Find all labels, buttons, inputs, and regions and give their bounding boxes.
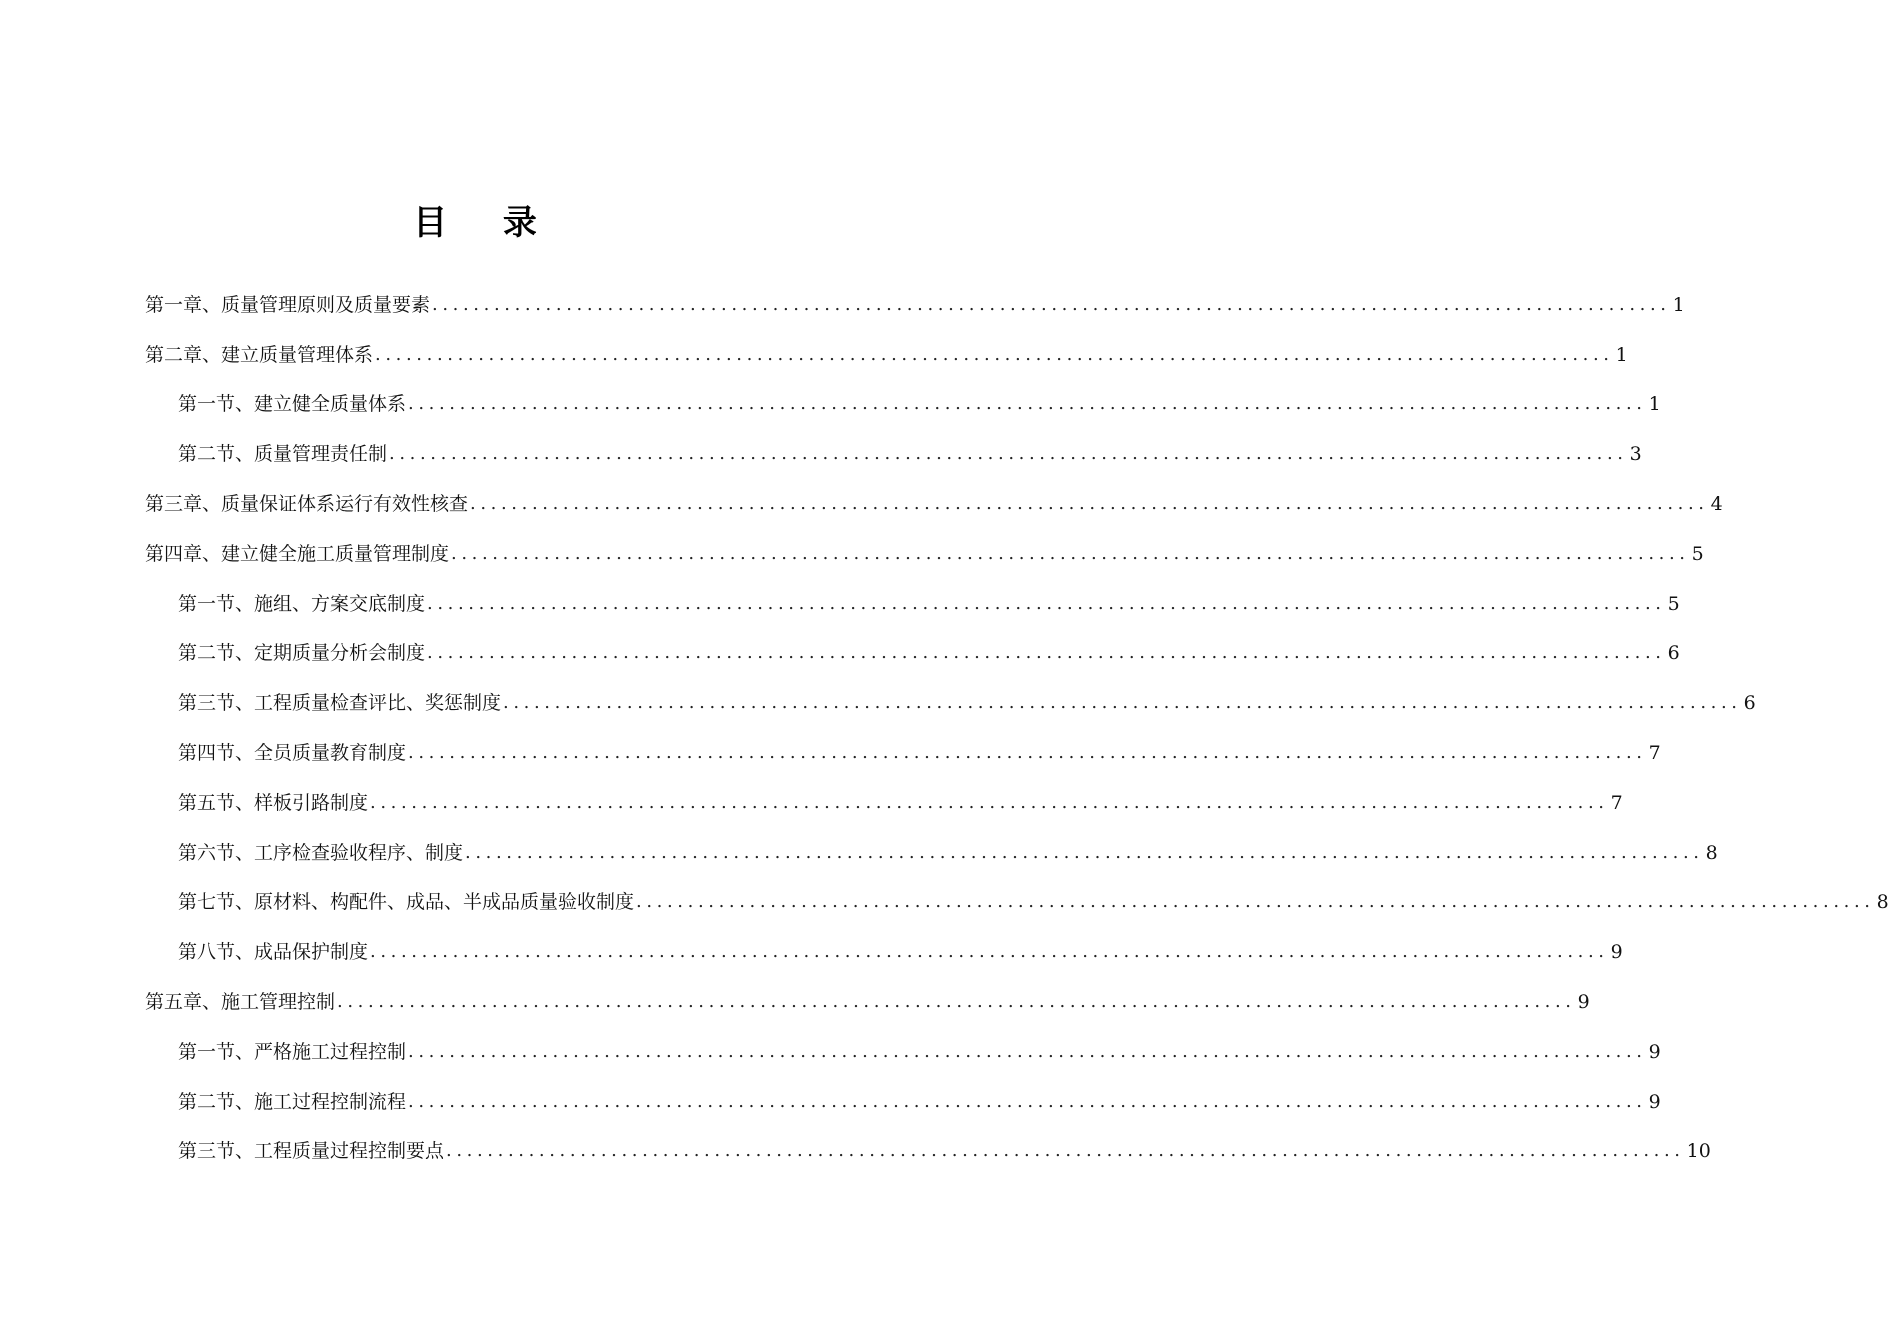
toc-title: 目 录 xyxy=(413,203,559,243)
toc-entry-section-5-3[interactable] xyxy=(0,1127,1711,1177)
toc-entry-text: 第三节、工程质量过程控制要点 xyxy=(178,1140,445,1163)
toc-dot-leader: ........................................................................................................................ xyxy=(337,991,1576,1013)
toc-entry-text: 第八节、成品保护制度 xyxy=(178,941,369,964)
toc-page-number: 3 xyxy=(1629,443,1642,466)
toc-entry-chapter-1[interactable] xyxy=(0,280,1685,330)
toc-entry-section-4-5[interactable] xyxy=(0,778,1623,828)
toc-entry-text: 第三节、工程质量检查评比、奖惩制度 xyxy=(178,692,502,715)
toc-page-number: 1 xyxy=(1648,393,1661,416)
toc-entry-text: 第四节、全员质量教育制度 xyxy=(178,742,407,765)
toc-entry-section-4-4[interactable] xyxy=(0,728,1661,778)
toc-page-number: 1 xyxy=(1615,343,1628,366)
toc-page-number: 8 xyxy=(1876,891,1889,914)
toc-dot-leader: ........................................................................................................................ xyxy=(389,443,1628,465)
toc-dot-leader: ........................................................................................................................ xyxy=(465,841,1704,863)
toc-entry-text: 第四章、建立健全施工质量管理制度 xyxy=(145,542,450,565)
toc-entry-chapter-3[interactable] xyxy=(0,479,1723,529)
toc-entry-text: 第五章、施工管理控制 xyxy=(145,991,336,1014)
toc-dot-leader: ........................................................................................................................ xyxy=(408,1040,1647,1062)
toc-page-number: 1 xyxy=(1672,293,1685,316)
toc-page-number: 9 xyxy=(1610,941,1623,964)
toc-page-number: 9 xyxy=(1577,991,1590,1014)
toc-page-number: 4 xyxy=(1710,493,1723,516)
toc-entry-text: 第一节、严格施工过程控制 xyxy=(178,1040,407,1063)
toc-entry-section-4-6[interactable] xyxy=(0,828,1718,878)
toc-entry-text: 第三章、质量保证体系运行有效性核查 xyxy=(145,493,469,516)
toc-entry-section-4-1[interactable] xyxy=(0,579,1680,629)
toc-page-number: 9 xyxy=(1648,1040,1661,1063)
toc-entry-section-2-1[interactable] xyxy=(0,380,1661,430)
toc-entry-section-4-3[interactable] xyxy=(0,678,1756,728)
toc-page-number: 5 xyxy=(1667,592,1680,615)
toc-list xyxy=(0,280,1889,1176)
toc-entry-text: 第二节、定期质量分析会制度 xyxy=(178,642,426,665)
toc-entry-section-5-1[interactable] xyxy=(0,1027,1661,1077)
toc-dot-leader: ........................................................................................................................ xyxy=(503,692,1742,714)
toc-dot-leader: ........................................................................................................................ xyxy=(375,343,1614,365)
toc-entry-section-4-8[interactable] xyxy=(0,927,1623,977)
toc-entry-text: 第五节、样板引路制度 xyxy=(178,791,369,814)
toc-entry-section-5-2[interactable] xyxy=(0,1077,1661,1127)
toc-dot-leader: ........................................................................................................................ xyxy=(446,1140,1685,1162)
toc-dot-leader: ........................................................................................................................ xyxy=(408,393,1647,415)
toc-entry-text: 第二节、质量管理责任制 xyxy=(178,443,388,466)
toc-entry-section-4-7[interactable] xyxy=(0,878,1889,928)
toc-page-number: 6 xyxy=(1667,642,1680,665)
toc-entry-text: 第一节、施组、方案交底制度 xyxy=(178,592,426,615)
toc-entry-chapter-4[interactable] xyxy=(0,529,1704,579)
toc-page-number: 9 xyxy=(1648,1090,1661,1113)
toc-dot-leader: ........................................................................................................................ xyxy=(636,891,1875,913)
toc-page-number: 7 xyxy=(1648,742,1661,765)
toc-dot-leader: ........................................................................................................................ xyxy=(427,642,1666,664)
toc-page-number: 7 xyxy=(1610,791,1623,814)
toc-page-number: 6 xyxy=(1743,692,1756,715)
toc-entry-chapter-5[interactable] xyxy=(0,977,1590,1027)
toc-dot-leader: ........................................................................................................................ xyxy=(451,542,1690,564)
toc-dot-leader: ........................................................................................................................ xyxy=(432,293,1671,315)
toc-entry-text: 第二节、施工过程控制流程 xyxy=(178,1090,407,1113)
toc-dot-leader: ........................................................................................................................ xyxy=(427,592,1666,614)
toc-dot-leader: ........................................................................................................................ xyxy=(408,1090,1647,1112)
toc-dot-leader: ........................................................................................................................ xyxy=(470,493,1709,515)
toc-dot-leader: ........................................................................................................................ xyxy=(370,791,1609,813)
toc-entry-text: 第一章、质量管理原则及质量要素 xyxy=(145,293,431,316)
toc-entry-text: 第一节、建立健全质量体系 xyxy=(178,393,407,416)
toc-page-number: 8 xyxy=(1705,841,1718,864)
toc-page-number: 5 xyxy=(1691,542,1704,565)
toc-dot-leader: ........................................................................................................................ xyxy=(408,742,1647,764)
toc-entry-chapter-2[interactable] xyxy=(0,330,1628,380)
toc-entry-text: 第二章、建立质量管理体系 xyxy=(145,343,374,366)
toc-entry-section-4-2[interactable] xyxy=(0,629,1680,679)
toc-entry-text: 第六节、工序检查验收程序、制度 xyxy=(178,841,464,864)
toc-entry-text: 第七节、原材料、构配件、成品、半成品质量验收制度 xyxy=(178,891,635,914)
toc-dot-leader: ........................................................................................................................ xyxy=(370,941,1609,963)
toc-page-number: 10 xyxy=(1686,1140,1711,1163)
toc-entry-section-2-2[interactable] xyxy=(0,429,1642,479)
